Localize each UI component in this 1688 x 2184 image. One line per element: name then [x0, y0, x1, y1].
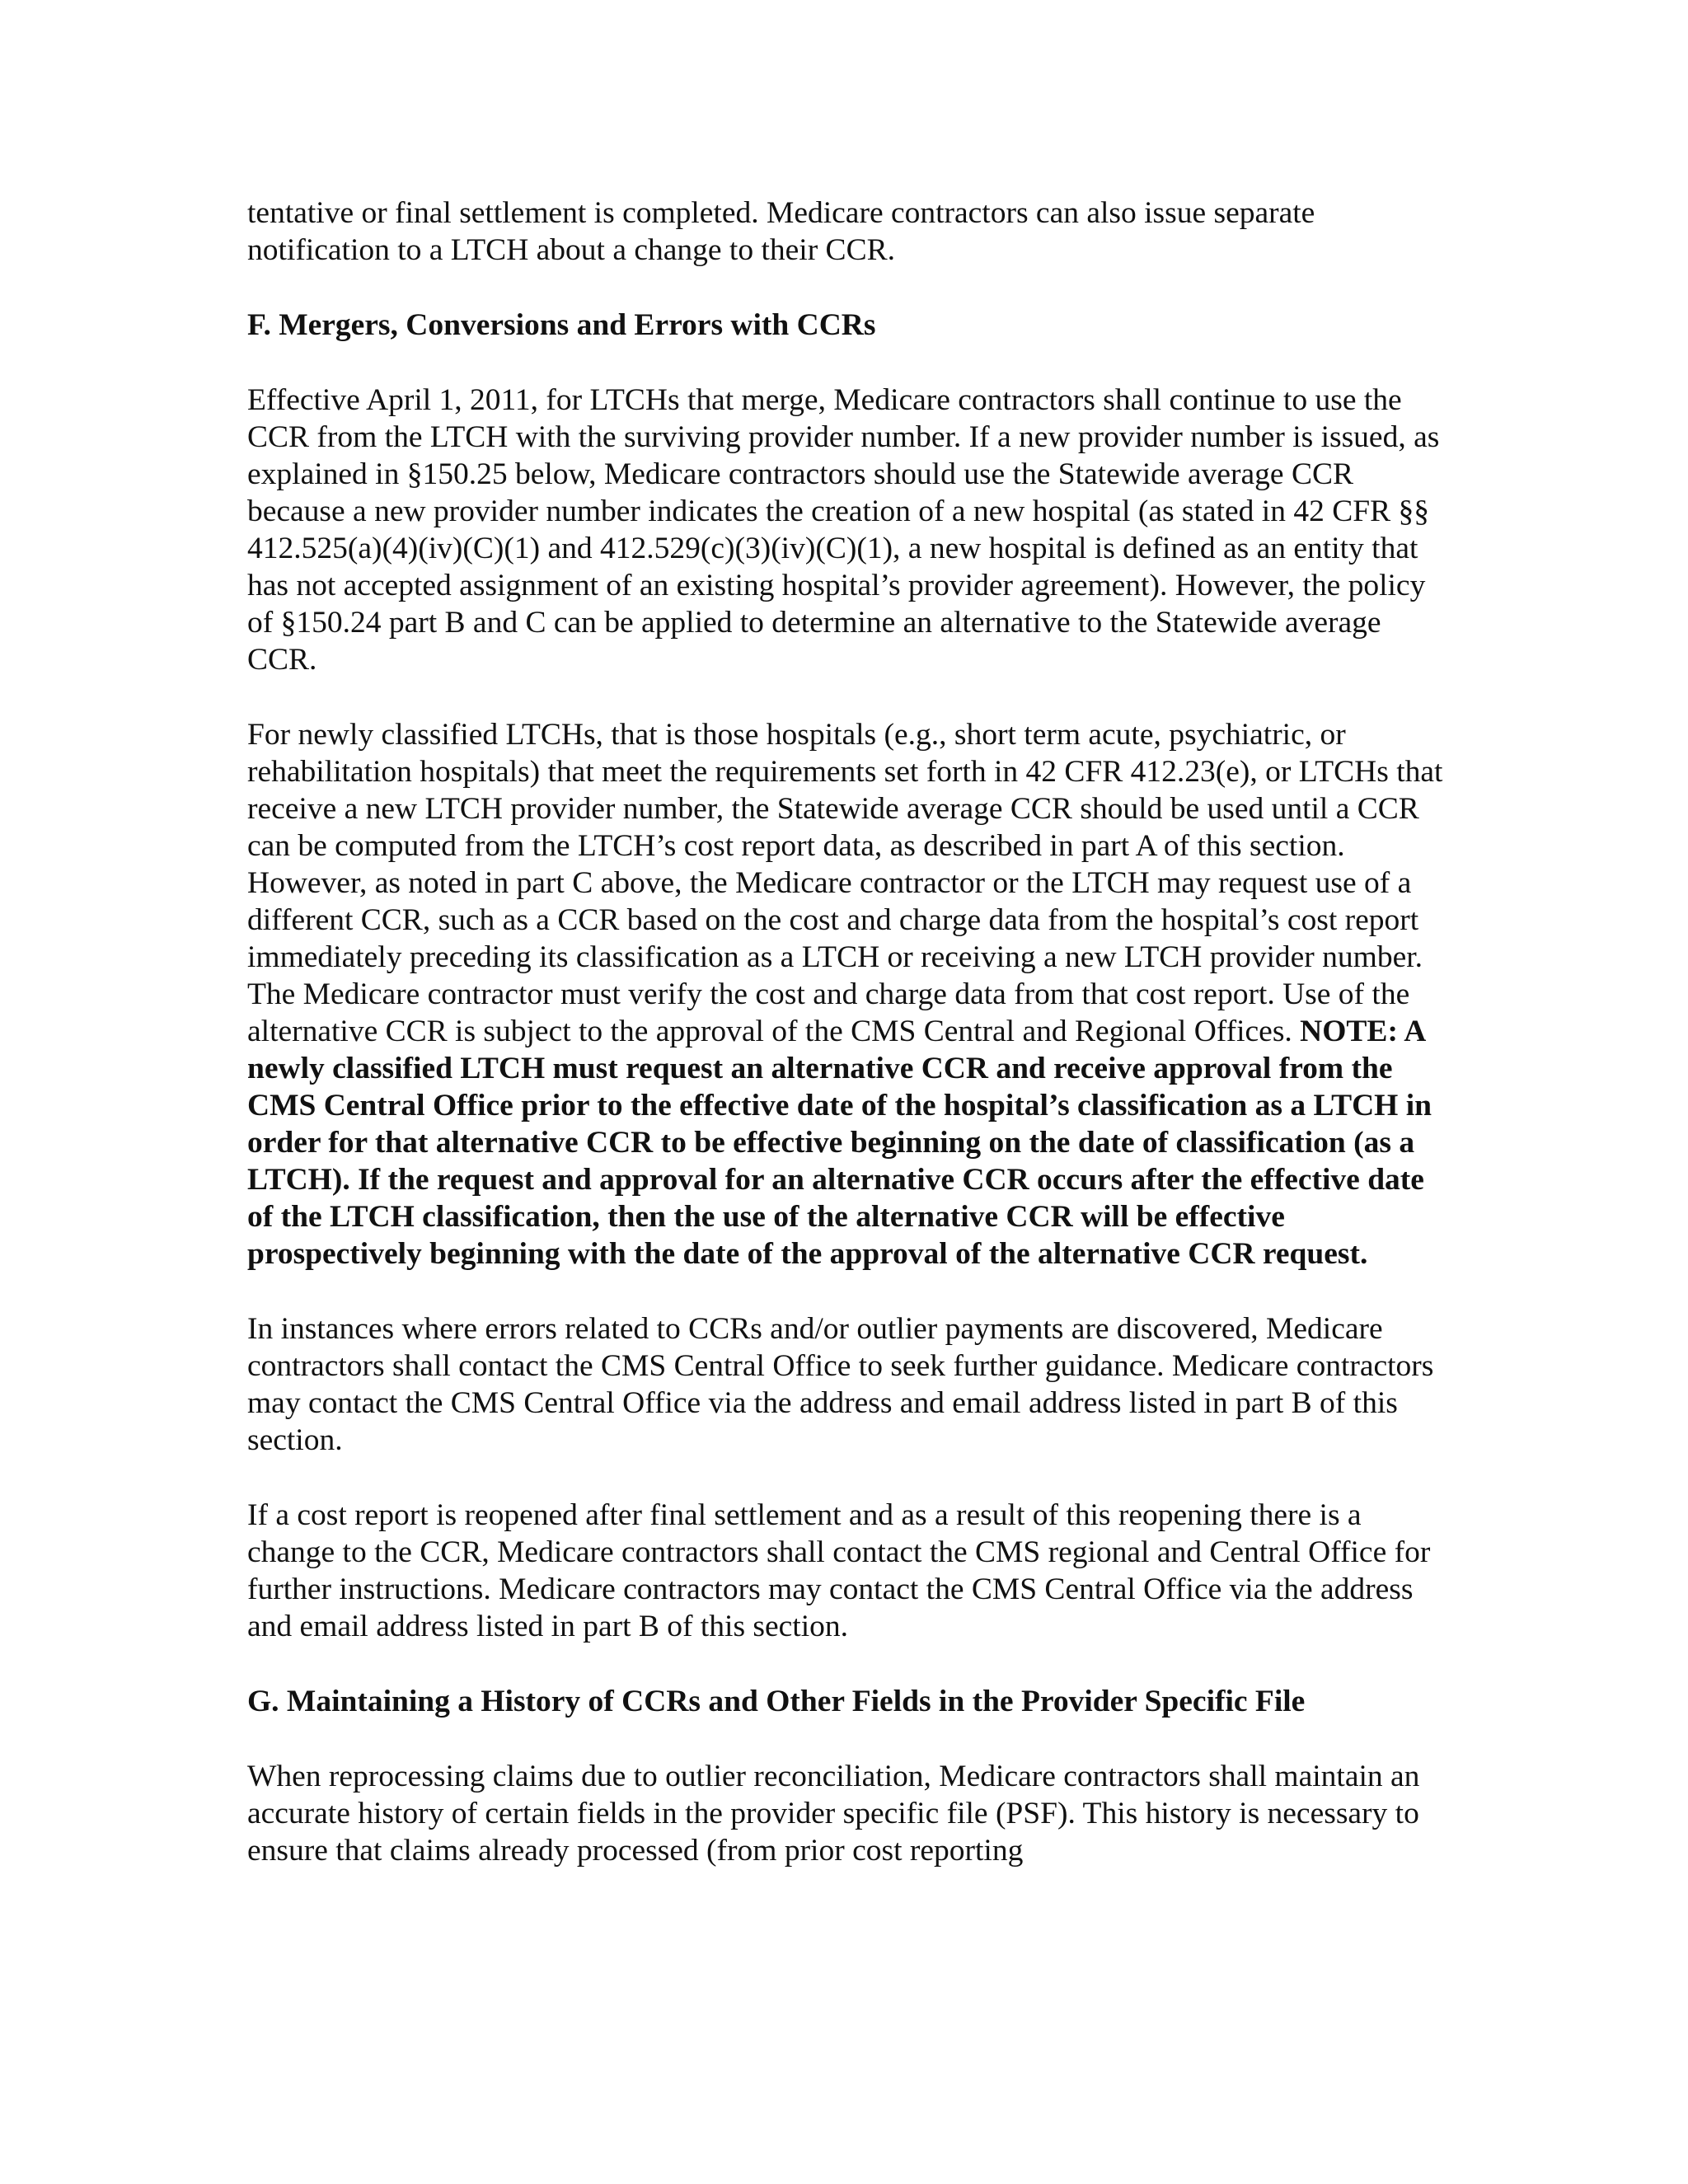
- section-heading-f: F. Mergers, Conversions and Errors with CCRs: [247, 308, 876, 342]
- paragraph-mergers: Effective April 1, 2011, for LTCHs that merge, Medicare contractors shall continue to use the CCR from the LTCH with the surviving provider number. If a new provider number is issued, as explained in §150.25 below, Medicare contractors should use the Statewide average CCR because a new provider number indicates the creation of a new hospital (as stated in 42 CFR §§ 412.525(a)(4)(iv)(C)(1) and 412.529(c)(3)(iv)(C)(1), a new hospital is defined as an entity that has not accepted assignment of an existing hospital’s provider agreement). However, the policy of §150.24 part B and C can be applied to determine an alternative to the Statewide average CCR.: [247, 383, 1440, 677]
- note-alternative-ccr: NOTE: A newly classified LTCH must request an alternative CCR and receive approval from the CMS Central Office prior to the effective date of the hospital’s classification as a LTCH in order for that alternative CCR to be effective beginning on the date of classification (as a LTCH). If the request and approval for an alternative CCR occurs after the effective date of the LTCH classification, then the use of the alternative CCR will be effective prospectively beginning with the date of the approval of the alternative CCR request.: [247, 1015, 1432, 1271]
- paragraph-newly-classified-ltchs: [247, 716, 1451, 1272]
- paragraph-newly-classified-text: For newly classified LTCHs, that is those hospitals (e.g., short term acute, psychiatric, or rehabilitation hospitals) that meet the requirements set forth in 42 CFR 412.23(e), or LTCHs that receive a new LTCH provider number, the Statewide average CCR should be used until a CCR can be computed from the LTCH’s cost report data, as described in part A of this section. However, as noted in part C above, the Medicare contractor or the LTCH may request use of a different CCR, such as a CCR based on the cost and charge data from the hospital’s cost report immediately preceding its classification as a LTCH or receiving a new LTCH provider number. The Medicare contractor must verify the cost and charge data from that cost report. Use of the alternative CCR is subject to the approval of the CMS Central and Regional Offices.: [247, 718, 1443, 1048]
- section-heading-g: G. Maintaining a History of CCRs and Other Fields in the Provider Specific File: [247, 1685, 1306, 1718]
- paragraph-errors: In instances where errors related to CCRs and/or outlier payments are discovered, Medicare contractors shall contact the CMS Central Office to seek further guidance. Medicare contractors may contact the CMS Central Office via the address and email address listed in part B of this section.: [247, 1312, 1434, 1457]
- paragraph-cost-report-reopened: If a cost report is reopened after final settlement and as a result of this reopening there is a change to the CCR, Medicare contractors shall contact the CMS regional and Central Office for further instructions. Medicare contractors may contact the CMS Central Office via the address and email address listed in part B of this section.: [247, 1498, 1431, 1643]
- paragraph-reprocessing-claims: When reprocessing claims due to outlier reconciliation, Medicare contractors shall maintain an accurate history of certain fields in the provider specific file (PSF). This history is necessary to ensure that claims already processed (from prior cost reporting: [247, 1760, 1420, 1868]
- paragraph-settlement-notification: tentative or final settlement is completed. Medicare contractors can also issue separate notification to a LTCH about a change to their CCR.: [247, 196, 1315, 267]
- document-page: [247, 194, 1451, 1907]
